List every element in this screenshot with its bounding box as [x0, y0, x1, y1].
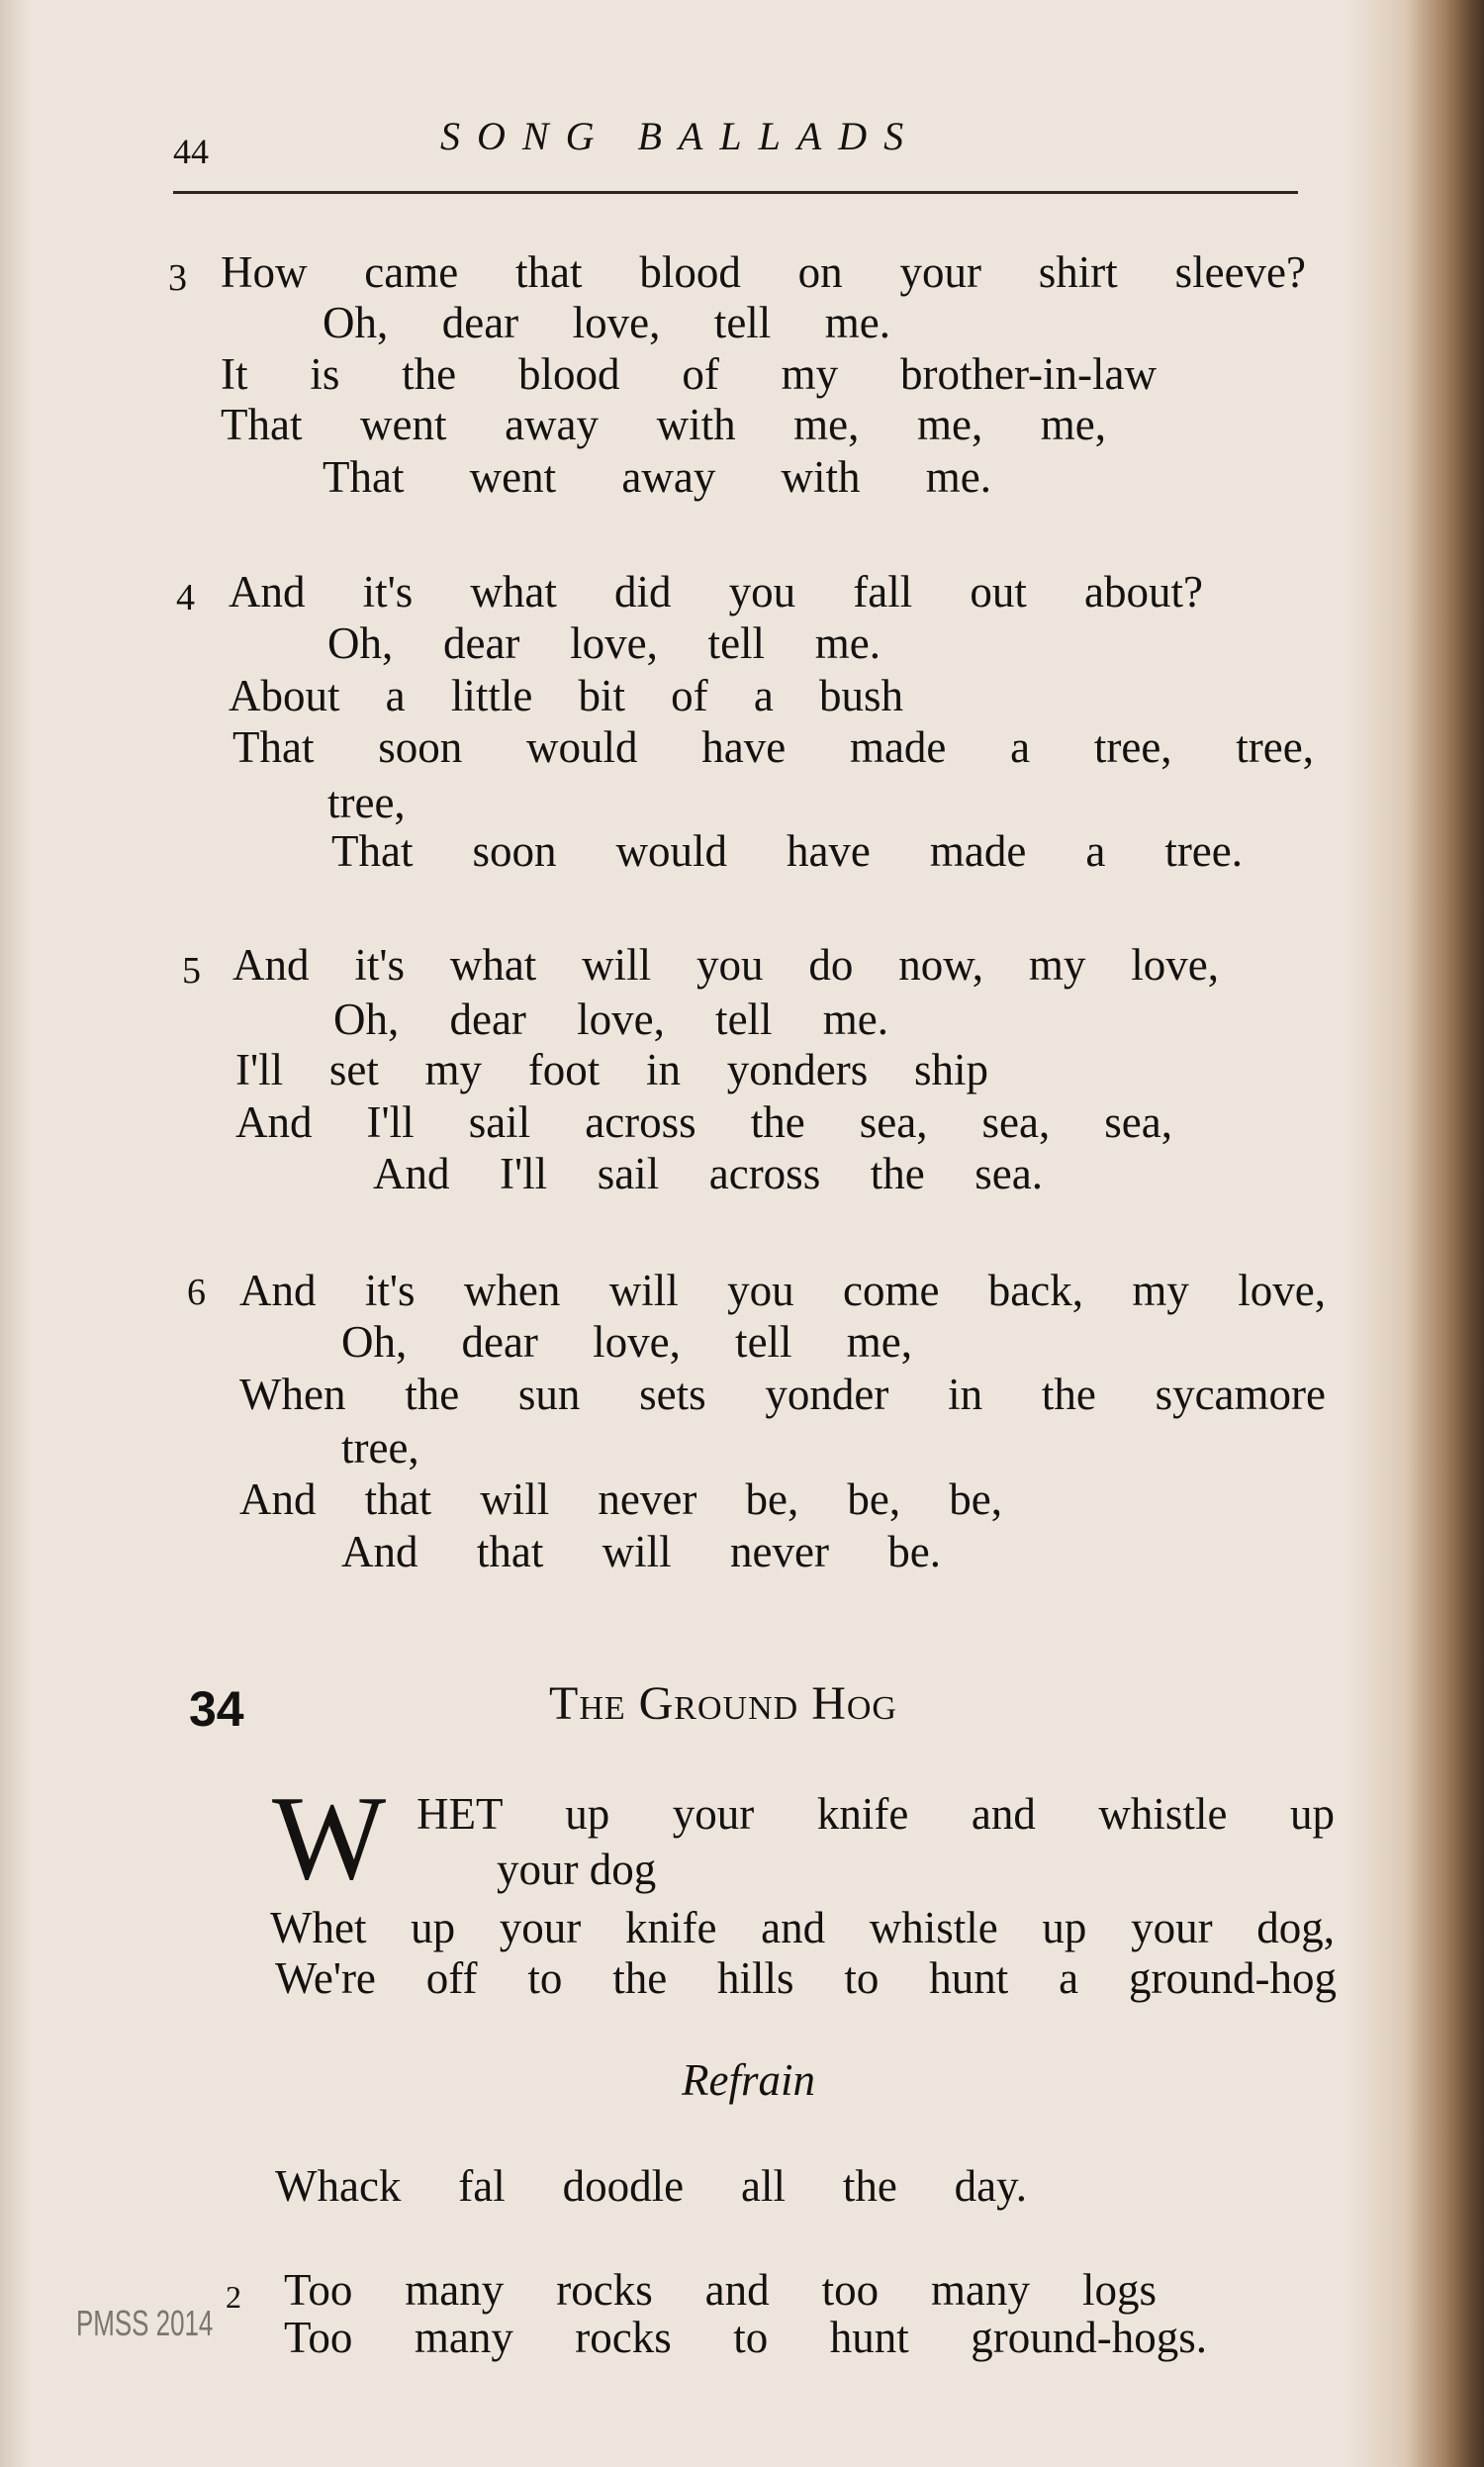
verse-line: And it's what will you do now, my love,	[232, 940, 1219, 990]
verse-line: And that will never be, be, be,	[239, 1474, 1002, 1524]
watermark: PMSS 2014	[76, 2303, 214, 2343]
verse-line: I'll set my foot in yonders ship	[235, 1045, 988, 1094]
refrain-line: Whack fal doodle all the day.	[275, 2161, 1027, 2211]
verse-line: We're off to the hills to hunt a ground-hog	[275, 1953, 1337, 2003]
verse-line: HET up your knife and whistle up	[417, 1789, 1335, 1839]
verse-line: tree,	[327, 778, 406, 827]
verse-line: That soon would have made a tree, tree,	[232, 722, 1314, 772]
stanza-number: 4	[176, 577, 195, 618]
verse-line: Too many rocks to hunt ground-hogs.	[284, 2313, 1207, 2362]
verse-line: Oh, dear love, tell me.	[323, 298, 890, 347]
verse-line: And it's what did you fall out about?	[229, 567, 1203, 617]
verse-line: Too many rocks and too many logs	[284, 2265, 1157, 2315]
stanza-number: 6	[187, 1272, 206, 1313]
stanza-number: 5	[182, 950, 201, 992]
verse-line: Oh, dear love, tell me,	[341, 1317, 912, 1367]
drop-cap: W	[272, 1771, 387, 1905]
song-title: The Ground Hog	[549, 1677, 897, 1730]
verse-line: And I'll sail across the sea, sea, sea,	[235, 1097, 1172, 1147]
running-title: SONG BALLADS	[440, 114, 921, 158]
page-number: 44	[173, 132, 209, 171]
verse-line: That went away with me, me, me,	[221, 400, 1106, 449]
verse-line: That soon would have made a tree.	[331, 826, 1243, 876]
refrain-label: Refrain	[682, 2055, 815, 2105]
verse-line: Whet up your knife and whistle up your dog,	[270, 1903, 1335, 1952]
verse-line: your dog	[497, 1845, 657, 1894]
header-rule	[173, 191, 1298, 194]
stanza-number: 2	[226, 2279, 241, 2315]
song-number: 34	[189, 1681, 244, 1737]
verse-line: tree,	[341, 1423, 419, 1472]
verse-line: Oh, dear love, tell me.	[333, 995, 888, 1044]
verse-line: About a little bit of a bush	[229, 671, 903, 720]
verse-line: When the sun sets yonder in the sycamore	[239, 1370, 1326, 1419]
verse-line: Oh, dear love, tell me.	[327, 618, 881, 668]
verse-line: How came that blood on your shirt sleeve?	[221, 247, 1306, 297]
verse-line: And I'll sail across the sea.	[373, 1149, 1043, 1198]
verse-line: It is the blood of my brother-in-law	[221, 349, 1157, 399]
verse-line: And that will never be.	[341, 1527, 941, 1576]
stanza-number: 3	[168, 257, 187, 299]
verse-line: That went away with me.	[323, 452, 991, 502]
verse-line: And it's when will you come back, my love,	[239, 1266, 1326, 1315]
